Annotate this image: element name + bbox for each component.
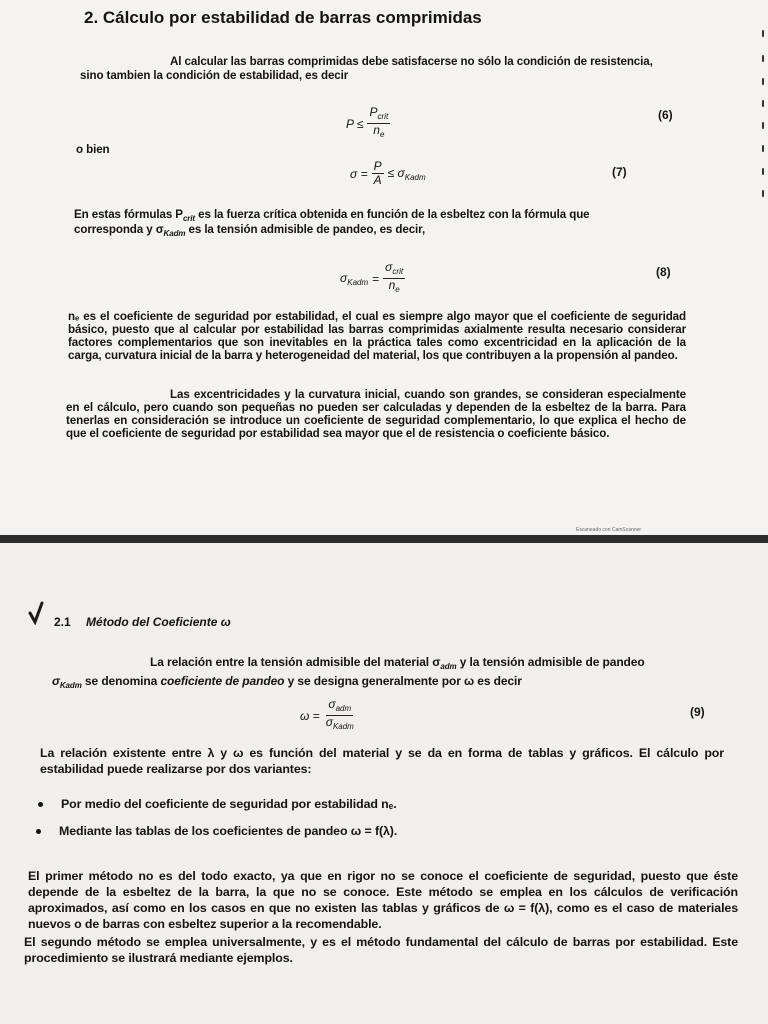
page-edge-mark [762,145,764,152]
paragraph-safety-coefficient: nₑ es el coeficiente de seguridad por estabilidad, el cual es siempre algo mayor que el coeficiente de seguridad básico, puesto que al calcular por estabilidad las barras comprimidas axialmente resulta necesario considerar factores complementarios que son inevitables en la práctica tales como excentricidad en la aplicación de la carga, curvatura inicial de la barra y heterogeneidad del material, los que contribuyen a la propensión al pandeo. [68,310,686,362]
eq7-rhs-subscript: Kadm [404,172,426,182]
equation-8 [340,261,405,296]
formula-text-2b: es la tensión admisible de pandeo, es decir, [185,223,426,236]
equation-number-8: (8) [656,265,671,279]
formula-text-1: En estas fórmulas P [74,208,183,221]
subsection-number: 2.1 [54,615,71,629]
p2-line2-italic: coeficiente de pandeo [160,674,285,688]
eq6-denominator: n [373,123,380,137]
scanned-page-2 [0,543,768,1024]
section-title: 2. Cálculo por estabilidad de barras comprimidas [84,8,482,27]
page-edge-mark [762,55,764,62]
eq9-denominator-subscript: Kadm [332,722,354,731]
eq8-numerator-subscript: crit [392,267,404,276]
paragraph-second-method: El segundo método se emplea universalmente, y es el método fundamental del cálculo de barras por estabilidad. Este procedimiento se ilustrará mediante ejemplos. [24,935,738,965]
p2-line1-a: La relación entre la tensión admisible del material σ [150,655,441,669]
page-separator [0,535,768,543]
paragraph-first-method: El primer método no es del todo exacto, ya que en rigor no se conoce el coeficiente de seguridad, puesto que éste depende de la esbeltez de la barra, la que no se conoce. Este método se emplea en los cálculos de verificación aproximados, así como en los casos en que no existen las tablas y gráficos de ω = f(λ), como es el caso de materiales nuevos o de barras con esbeltez superior a la recomendable. [28,869,738,931]
eq6-fraction [367,106,390,141]
eq7-fraction [372,160,384,187]
eq9-numerator: σ [328,697,336,711]
p2-line2-a: σ [52,674,60,688]
equation-6 [346,106,390,141]
eq8-denominator-subscript: e [395,285,400,294]
formula-text-1-subscript: crit [182,214,195,223]
equation-number-9: (9) [690,705,705,719]
eq6-numerator-subscript: crit [377,112,389,121]
subsection-title: Método del Coeficiente ω [86,615,231,629]
eq8-equals: = [372,271,380,286]
intro-line-1: Al calcular las barras comprimidas debe satisfacerse no sólo la condición de resistencia, [170,55,653,68]
bullet-text-2: Mediante las tablas de los coeficientes de pandeo ω = f(λ). [59,824,398,838]
paragraph-lambda-omega: La relación existente entre λ y ω es función del material y se da en forma de tablas y gráficos. El cálculo por estabilidad puede realizarse por dos variantes: [40,746,724,776]
p2-line2-c: y se designa generalmente por ω es decir [284,674,522,688]
page-edge-mark [762,168,764,175]
p2-line2-b: se denomina [81,674,161,688]
eq7-lhs: σ = [350,166,368,181]
check-mark-icon [28,601,44,625]
eq8-lhs: σ [340,270,348,285]
paragraph-eccentricities: Las excentricidades y la curvatura inicial, cuando son grandes, se consideran especialmente en el cálculo, pero cuando son pequeñas no pueden ser calculadas y dependen de la esbeltez de la barra. Para tenerlas en consideración se introduce un coeficiente de seguridad complementario, lo que explica el hecho de que el coeficiente de seguridad por estabilidad sea mayor que el de resistencia o coeficiente básico. [66,388,686,440]
page-edge-mark [762,122,764,129]
bullet-item-2 [36,825,397,838]
equation-9 [300,698,356,733]
subsection-heading [54,615,231,629]
o-bien-label: o bien [76,143,110,156]
eq7-denominator: A [373,173,382,187]
p2-line-1 [150,656,720,673]
equation-number-6: (6) [658,108,673,122]
eq9-numerator-subscript: adm [335,704,352,713]
page-edge-mark [762,100,764,107]
eq6-numerator: P [369,105,378,119]
p2-line1-subscript: adm [440,662,457,671]
eq8-denominator: n [388,278,396,292]
page-edge-mark [762,190,764,197]
eq7-rhs: ≤ σ [387,165,405,180]
equation-number-7: (7) [612,165,627,179]
formula-text-2-subscript: Kadm [163,229,186,238]
bullet-icon [38,802,43,807]
bullet-item-1 [38,798,397,811]
bullet-icon [36,829,41,834]
eq8-fraction [383,261,405,296]
eq6-lhs: P ≤ [346,116,364,131]
equation-7 [350,160,426,187]
bullet-text-1: Por medio del coeficiente de seguridad por estabilidad nₑ. [61,797,397,811]
p2-line2-subscript: Kadm [59,681,82,690]
p2-line1-b: y la tensión admisible de pandeo [456,655,645,669]
formula-text-2a: corresponda y σ [74,223,164,236]
eq9-lhs: ω = [300,708,320,723]
eq6-denominator-subscript: e [379,130,385,139]
formula-text-1-rest: es la fuerza crítica obtenida en función de la esbeltez con la fórmula que [195,208,590,221]
eq8-lhs-subscript: Kadm [347,277,369,287]
p2-line-2 [52,675,722,692]
page-edge-mark [762,30,764,37]
eq9-denominator: σ [325,715,333,729]
scanner-watermark: Escaneado con CamScanner [576,527,642,533]
formula-description-line-2 [74,223,686,240]
page-edge-mark [762,78,764,85]
eq9-fraction [324,698,356,733]
intro-line-2: sino tambien la condición de estabilidad, es decir [80,69,349,82]
eq8-numerator: σ [385,260,393,274]
eq7-numerator: P [373,159,382,173]
